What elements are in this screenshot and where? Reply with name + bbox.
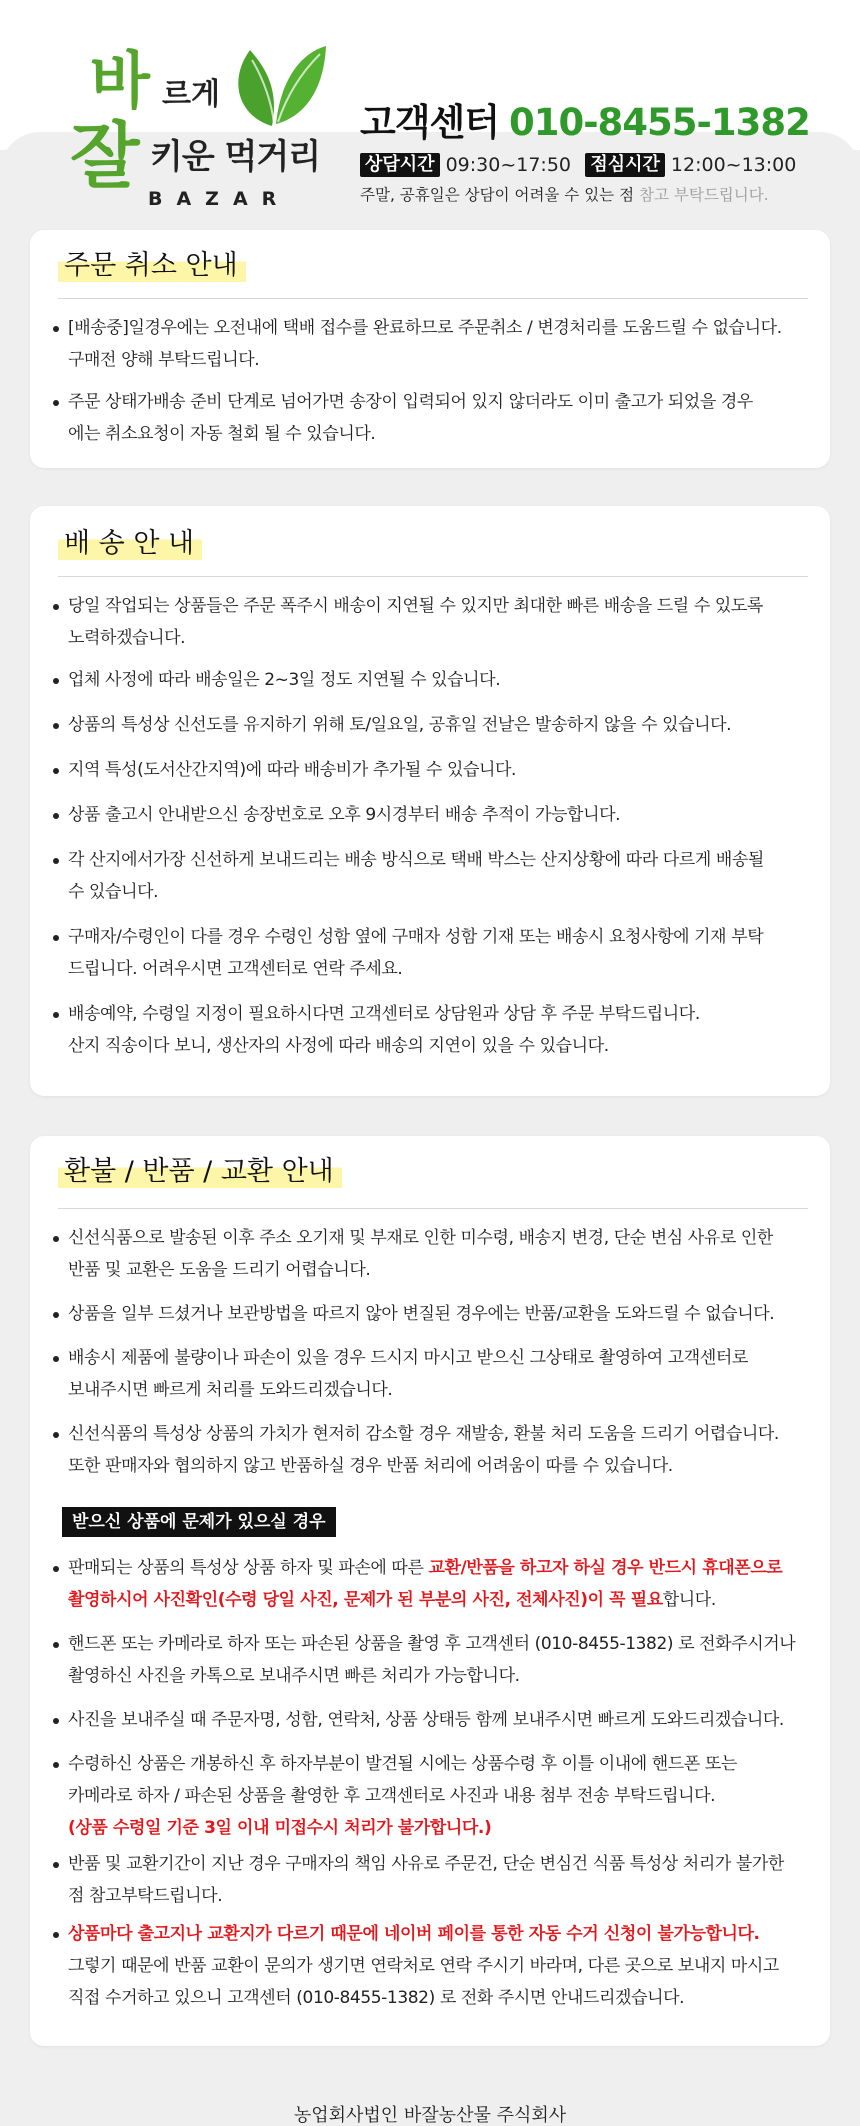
cs-title	[360, 101, 840, 144]
list-item: 당일 작업되는 상품들은 주문 폭주시 배송이 지연될 수 있지만 최대한 빠른 배송을 드릴 수 있도록 노력하겠습니다.	[50, 590, 810, 654]
cs-note	[360, 186, 840, 205]
leaf-icon	[220, 24, 330, 134]
cs-label: 고객센터	[360, 101, 499, 144]
logo-bazar: BAZAR	[148, 188, 291, 210]
list-item: 사진을 보내주실 때 주문자명, 성함, 연락처, 상품 상태등 함께 보내주시면 빠르게 도와드리겠습니다.	[50, 1704, 810, 1736]
lunch-value: 12:00~13:00	[670, 153, 797, 176]
cs-hours-row	[360, 153, 840, 177]
list-item: 상품마다 출고지나 교환지가 다르기 때문에 네이버 페이를 통한 자동 수거 신청이 불가능합니다. 그렇기 때문에 반품 교환이 문의가 생기면 연락처로 연락 주시기 바라며, 다른 곳으로 보내지 마시고 직접 수거하고 있으니 고객센터 (010-8455-1382) 로 전화 주시면 안내드리겠습니다.	[50, 1918, 810, 2014]
list-item: [배송중]일경우에는 오전내에 택배 접수를 완료하므로 주문취소 / 변경처리를 도움드릴 수 없습니다. 구매전 양해 부탁드립니다.	[50, 312, 810, 376]
hours-tag: 상담시간	[360, 153, 440, 177]
list-item: 배송시 제품에 불량이나 파손이 있을 경우 드시지 마시고 받으신 그상태로 촬영하여 고객센터로 보내주시면 빠르게 처리를 도와드리겠습니다.	[50, 1342, 810, 1406]
cancel-title: 주문 취소 안내	[58, 252, 246, 279]
logo-kiun: 키운 먹거리	[150, 137, 321, 177]
cancel-list	[50, 312, 810, 450]
list-item: 반품 및 교환기간이 지난 경우 구매자의 책임 사유로 주문건, 단순 변심건 식품 특성상 처리가 불가한 점 참고부탁드립니다.	[50, 1848, 810, 1912]
logo-ba: 바	[90, 44, 150, 117]
divider	[58, 1208, 808, 1209]
list-item: 판매되는 상품의 특성상 상품 하자 및 파손에 따른 교환/반품을 하고자 하실 경우 반드시 휴대폰으로 촬영하시어 사진확인(수령 당일 사진, 문제가 된 부분의 사진, 전체사진)이 꼭 필요합니다.	[50, 1552, 810, 1616]
divider	[58, 576, 808, 577]
brand-logo	[70, 28, 360, 218]
company-footer: 농업회사법인 바잘농산물 주식회사	[293, 2105, 567, 2126]
delivery-list	[50, 590, 810, 1062]
list-item: 주문 상태가배송 준비 단계로 넘어가면 송장이 입력되어 있지 않더라도 이미 출고가 되었을 경우 에는 취소요청이 자동 철회 될 수 있습니다.	[50, 386, 810, 450]
refund-list	[50, 1222, 810, 1482]
list-item: 업체 사정에 따라 배송일은 2~3일 정도 지연될 수 있습니다.	[50, 664, 810, 696]
cs-phone[interactable]: 010-8455-1382	[508, 101, 810, 144]
hours-value: 09:30~17:50	[445, 153, 571, 176]
refund-title: 환불 / 반품 / 교환 안내	[58, 1158, 342, 1185]
lunch-tag: 점심시간	[585, 153, 665, 177]
cs-note-main: 주말, 공휴일은 상담이 어려울 수 있는 점	[360, 186, 635, 204]
divider	[58, 298, 808, 299]
list-item: 수령하신 상품은 개봉하신 후 하자부분이 발견될 시에는 상품수령 후 이틀 이내에 핸드폰 또는 카메라로 하자 / 파손된 상품을 촬영한 후 고객센터로 사진과 내용 첨부 전송 부탁드립니다. (상품 수령일 기준 3일 이내 미접수시 처리가 불가합니다.)	[50, 1748, 810, 1844]
list-item: 상품을 일부 드셨거나 보관방법을 따르지 않아 변질된 경우에는 반품/교환을 도와드릴 수 없습니다.	[50, 1298, 810, 1330]
list-item: 상품의 특성상 신선도를 유지하기 위해 토/일요일, 공휴일 전날은 발송하지 않을 수 있습니다.	[50, 709, 810, 741]
list-item: 각 산지에서가장 신선하게 보내드리는 배송 방식으로 택배 박스는 산지상황에 따라 다르게 배송될 수 있습니다.	[50, 844, 810, 908]
list-item: 구매자/수령인이 다를 경우 수령인 성함 옆에 구매자 성함 기재 또는 배송시 요청사항에 기재 부탁 드립니다. 어려우시면 고객센터로 연락 주세요.	[50, 921, 810, 985]
list-item: 배송예약, 수령일 지정이 필요하시다면 고객센터로 상담원과 상담 후 주문 부탁드립니다. 산지 직송이다 보니, 생산자의 사정에 따라 배송의 지연이 있을 수 있습니다.	[50, 998, 810, 1062]
logo-reuge: 르게	[162, 77, 220, 112]
list-item: 상품 출고시 안내받으신 송장번호로 오후 9시경부터 배송 추적이 가능합니다.	[50, 799, 810, 831]
cs-note-gray: 참고 부탁드립니다.	[639, 186, 769, 204]
delivery-title: 배 송 안 내	[58, 530, 202, 557]
delivery-card	[30, 506, 830, 1096]
list-item: 신선식품의 특성상 상품의 가치가 현저히 감소할 경우 재발송, 환불 처리 도움을 드리기 어렵습니다. 또한 판매자와 협의하지 않고 반품하실 경우 반품 처리에 어려움이 따를 수 있습니다.	[50, 1418, 810, 1482]
list-item: 지역 특성(도서산간지역)에 따라 배송비가 추가될 수 있습니다.	[50, 754, 810, 786]
list-item: 핸드폰 또는 카메라로 하자 또는 파손된 상품을 촬영 후 고객센터 (010-8455-1382) 로 전화주시거나 촬영하신 사진을 카톡으로 보내주시면 빠른 처리가 가능합니다.	[50, 1628, 810, 1692]
cancel-card	[30, 230, 830, 468]
refund-card	[30, 1136, 830, 2046]
customer-center	[360, 101, 840, 205]
problem-list	[50, 1552, 810, 2014]
list-item: 신선식품으로 발송된 이후 주소 오기재 및 부재로 인한 미수령, 배송지 변경, 단순 변심 사유로 인한 반품 및 교환은 도움을 드리기 어렵습니다.	[50, 1222, 810, 1286]
problem-subhead: 받으신 상품에 문제가 있으실 경우	[62, 1507, 336, 1537]
logo-jal: 잘	[70, 114, 140, 198]
